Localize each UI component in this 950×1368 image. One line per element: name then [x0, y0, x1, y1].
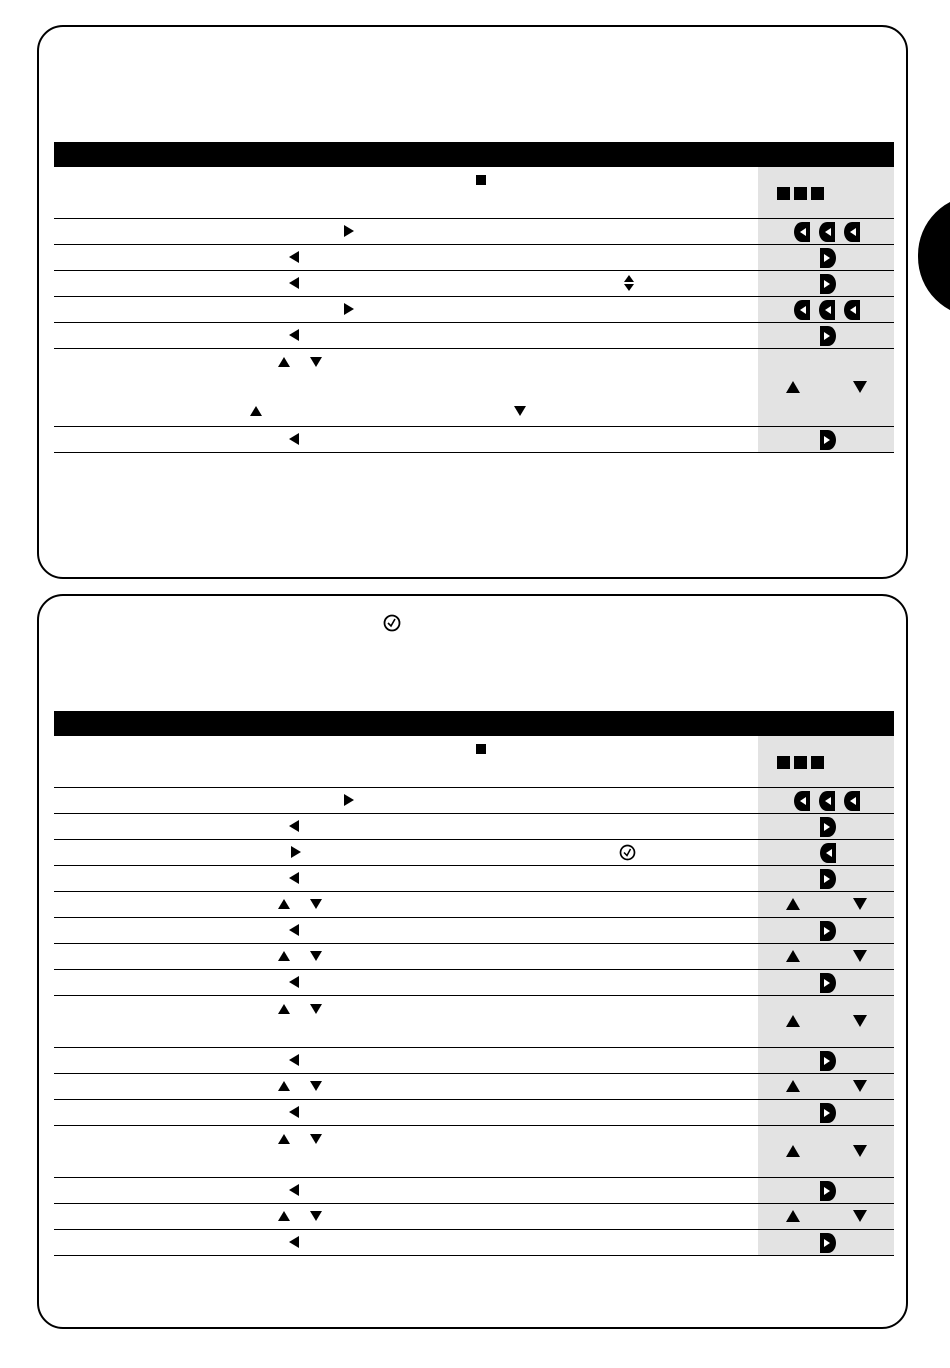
right-key-icon: [820, 973, 836, 993]
triangle-left-icon: [289, 924, 299, 936]
key-cell: [758, 788, 894, 813]
key-cell: [758, 892, 894, 917]
key-cell: [758, 1178, 894, 1203]
left-key-icon: [844, 791, 860, 811]
stop-square-icon: [476, 744, 486, 754]
key-cell: [758, 1126, 894, 1177]
triangle-left-icon: [289, 976, 299, 988]
right-key-icon: [820, 817, 836, 837]
triangle-down-icon: [853, 381, 867, 393]
key-cell: [758, 1048, 894, 1073]
key-cell: [758, 918, 894, 943]
right-key-icon: [820, 1051, 836, 1071]
triangle-left-icon: [289, 433, 299, 445]
triangle-up-icon: [786, 1210, 800, 1222]
table-header-bar: [54, 711, 894, 736]
triangle-right-icon: [344, 794, 354, 806]
key-cell: [758, 349, 894, 426]
key-cell: [758, 1074, 894, 1099]
triangle-down-icon: [853, 1210, 867, 1222]
table-row: [54, 944, 894, 970]
key-cell: [758, 297, 894, 322]
key-cell: [758, 271, 894, 296]
left-key-icon: [794, 300, 810, 320]
table-row: [54, 970, 894, 996]
triangle-left-icon: [289, 872, 299, 884]
triangle-down-icon: [310, 1134, 322, 1144]
triangle-down-icon: [310, 1211, 322, 1221]
table-header-bar: [54, 142, 894, 167]
procedure-table-1: [54, 142, 894, 453]
key-cell: [758, 736, 894, 787]
triangle-down-icon: [853, 950, 867, 962]
key-cell: [758, 1230, 894, 1255]
table-row: [54, 297, 894, 323]
table-row: [54, 840, 894, 866]
led-indicator-blocks-icon: [794, 756, 807, 769]
table-row: [54, 736, 894, 788]
key-cell: [758, 840, 894, 865]
left-key-icon: [844, 300, 860, 320]
table-row: [54, 349, 894, 427]
key-cell: [758, 1204, 894, 1229]
triangle-up-icon: [786, 1145, 800, 1157]
key-cell: [758, 1100, 894, 1125]
table-row: [54, 1126, 894, 1178]
triangle-up-icon: [278, 1211, 290, 1221]
triangle-up-icon: [786, 1015, 800, 1027]
table-row: [54, 271, 894, 297]
triangle-left-icon: [289, 1106, 299, 1118]
left-key-icon: [819, 300, 835, 320]
triangle-down-icon: [310, 951, 322, 961]
triangle-up-icon: [278, 1081, 290, 1091]
right-key-icon: [820, 921, 836, 941]
triangle-left-icon: [289, 329, 299, 341]
table-row: [54, 892, 894, 918]
triangle-down-icon: [310, 1004, 322, 1014]
table-row: [54, 1100, 894, 1126]
triangle-up-icon: [278, 951, 290, 961]
left-key-icon: [794, 791, 810, 811]
triangle-up-icon: [786, 381, 800, 393]
triangle-left-icon: [289, 1054, 299, 1066]
key-cell: [758, 219, 894, 244]
key-cell: [758, 944, 894, 969]
led-indicator-blocks-icon: [811, 756, 824, 769]
key-cell: [758, 323, 894, 348]
up-down-arrows-icon: [624, 275, 634, 291]
key-cell: [758, 866, 894, 891]
triangle-up-icon: [278, 1134, 290, 1144]
triangle-down-icon: [310, 899, 322, 909]
table-row: [54, 996, 894, 1048]
procedure-table-2: [54, 711, 894, 1256]
triangle-right-icon: [344, 225, 354, 237]
table-row: [54, 788, 894, 814]
side-thumb-tab: [918, 195, 950, 317]
table-row: [54, 866, 894, 892]
right-key-icon: [820, 430, 836, 450]
key-cell: [758, 245, 894, 270]
table-row: [54, 323, 894, 349]
triangle-left-icon: [289, 251, 299, 263]
triangle-left-icon: [289, 1184, 299, 1196]
left-key-icon: [819, 222, 835, 242]
right-key-icon: [820, 326, 836, 346]
right-key-icon: [820, 1181, 836, 1201]
triangle-down-icon: [310, 1081, 322, 1091]
clock-icon: [619, 844, 636, 861]
stop-square-icon: [476, 175, 486, 185]
triangle-right-icon: [344, 303, 354, 315]
clock-icon: [383, 614, 401, 632]
table-row: [54, 1204, 894, 1230]
left-key-icon: [819, 791, 835, 811]
triangle-up-icon: [786, 898, 800, 910]
right-key-icon: [820, 248, 836, 268]
right-key-icon: [820, 1103, 836, 1123]
triangle-up-icon: [786, 950, 800, 962]
key-cell: [758, 970, 894, 995]
table-row: [54, 167, 894, 219]
triangle-down-icon: [853, 898, 867, 910]
triangle-down-icon: [853, 1145, 867, 1157]
table-row: [54, 245, 894, 271]
key-cell: [758, 996, 894, 1047]
table-row: [54, 918, 894, 944]
led-indicator-blocks-icon: [811, 187, 824, 200]
triangle-up-icon: [278, 357, 290, 367]
triangle-left-icon: [289, 277, 299, 289]
triangle-right-icon: [291, 846, 301, 858]
key-cell: [758, 167, 894, 218]
table-row: [54, 1230, 894, 1256]
table-row: [54, 219, 894, 245]
triangle-down-icon: [853, 1080, 867, 1092]
triangle-down-icon: [514, 406, 526, 416]
right-key-icon: [820, 274, 836, 294]
led-indicator-blocks-icon: [777, 187, 790, 200]
triangle-up-icon: [786, 1080, 800, 1092]
triangle-down-icon: [310, 357, 322, 367]
triangle-down-icon: [853, 1015, 867, 1027]
triangle-up-icon: [278, 899, 290, 909]
table-row: [54, 1048, 894, 1074]
table-row: [54, 1074, 894, 1100]
left-key-icon: [820, 843, 836, 863]
key-cell: [758, 427, 894, 452]
triangle-left-icon: [289, 820, 299, 832]
triangle-up-icon: [250, 406, 262, 416]
left-key-icon: [844, 222, 860, 242]
table-row: [54, 1178, 894, 1204]
right-key-icon: [820, 1233, 836, 1253]
table-row: [54, 814, 894, 840]
triangle-up-icon: [278, 1004, 290, 1014]
key-cell: [758, 814, 894, 839]
led-indicator-blocks-icon: [794, 187, 807, 200]
triangle-left-icon: [289, 1236, 299, 1248]
table-row: [54, 427, 894, 453]
led-indicator-blocks-icon: [777, 756, 790, 769]
right-key-icon: [820, 869, 836, 889]
left-key-icon: [794, 222, 810, 242]
